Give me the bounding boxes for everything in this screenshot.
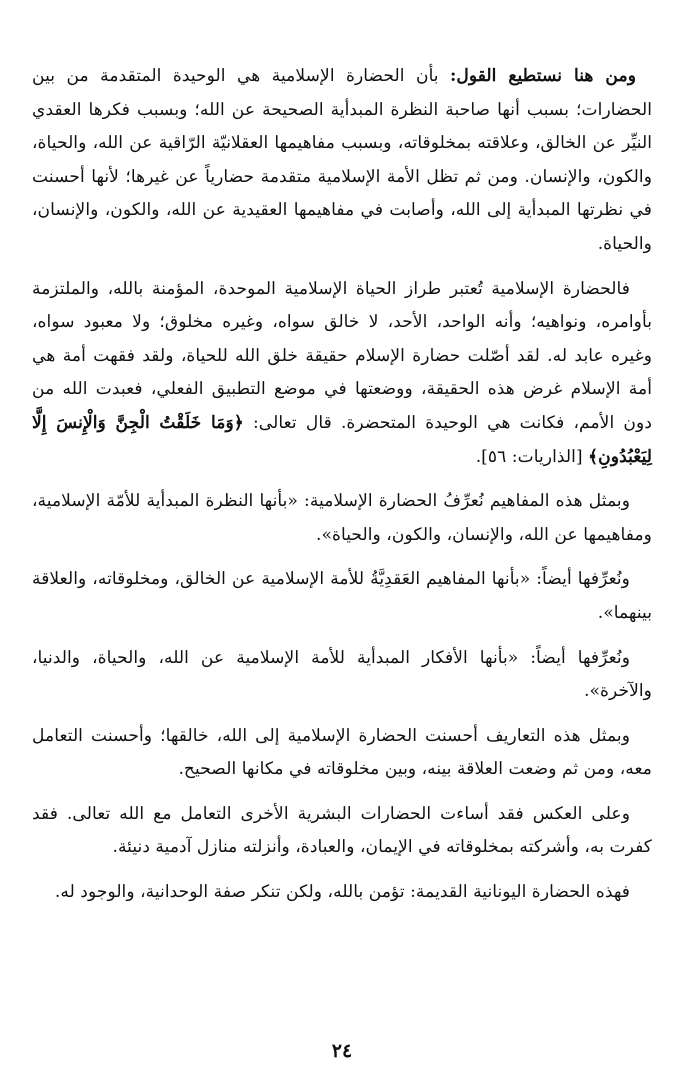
- paragraph-2: [32, 273, 652, 475]
- paragraph-5: [32, 642, 652, 709]
- book-page: [32, 60, 652, 1050]
- paragraph-1-lead: ومن هنا نستطيع القول:: [450, 66, 636, 86]
- verse-citation: [الذاريات: ٥٦].: [475, 446, 589, 467]
- paragraph-6-text: وبمثل هذه التعاريف أحسنت الحضارة الإسلامية إلى الله، خالقها؛ وأحسنت التعامل معه، ومن ثم وضعت العلاقة بينه، وبين مخلوقاته في مكانها الصحيح.: [32, 725, 652, 780]
- page-number: ٢٤: [331, 1040, 353, 1062]
- paragraph-6: [32, 720, 652, 787]
- paragraph-8: [32, 876, 652, 910]
- paragraph-4-text: ونُعرِّفها أيضاً: «بأنها المفاهيم العَقدِيَّةُ للأمة الإسلامية عن الخالق، ومخلوقاته، والعلاقة بينهما».: [32, 569, 652, 623]
- paragraph-3-text: وبمثل هذه المفاهيم نُعرِّفُ الحضارة الإسلامية: «بأنها النظرة المبدأية للأمّة الإسلامية، ومفاهيمها عن الله، والإنسان، والكون، والحياة».: [32, 491, 652, 545]
- paragraph-7: [32, 798, 652, 865]
- paragraph-7-text: وعلى العكس فقد أساءت الحضارات البشرية الأخرى التعامل مع الله تعالى. فقد كفرت به، وأشركته بمخلوقاته في الإيمان، والعبادة، وأنزلته منازل آدمية دنيئة.: [32, 803, 652, 858]
- paragraph-2-text: فالحضارة الإسلامية تُعتبر طراز الحياة الإسلامية الموحدة، المؤمنة بالله، والملتزمة بأوامره، ونواهيه؛ وأنه الواحد، الأحد، لا خالق سواه، وغيره مخلوق؛ ولا معبود سواه، وغيره عابد له. لقد أصّلت حضارة الإسلام حقيقة خلق الله للحياة، ولقد فقهت أمة هي أمة الإسلام غرض هذه الحقيقة، ووضعتها في موضع التطبيق الفعلي، فعبدت الله من دون الأمم، فكانت هي الوحيدة المتحضرة. قال تعالى:: [32, 278, 652, 433]
- paragraph-5-text: ونُعرِّفها أيضاً: «بأنها الأفكار المبدأية للأمة الإسلامية عن الله، والحياة، والدنيا، والآخرة».: [32, 647, 652, 702]
- paragraph-3: [32, 485, 652, 552]
- paragraph-4: [32, 563, 652, 630]
- quran-verse: ﴿وَمَا خَلَقْتُ الْجِنَّ وَالْإِنسَ إِلَّا لِيَعْبُدُونِ﴾: [32, 412, 652, 467]
- paragraph-8-text: فهذه الحضارة اليونانية القديمة: تؤمن بالله، ولكن تنكر صفة الوحدانية، والوجود له.: [54, 882, 630, 903]
- paragraph-1: [32, 60, 652, 262]
- paragraph-1-text: بأن الحضارة الإسلامية هي الوحيدة المتقدمة من بين الحضارات؛ بسبب أنها صاحبة النظرة المبدأية الصحيحة عن الله؛ وبسبب فكرها العقدي النيِّر عن الخالق، وعلاقته بمخلوقاته، وبسبب مفاهيمها العقلانيّة الرّاقية عن الله، والحياة، والكون، والإنسان. ومن ثم تظل الأمة الإسلامية متقدمة حضارياً عن غيرها؛ لأنها أحسنت في نظرتها المبدأية إلى الله، وأصابت في مفاهيمها العقيدية عن الله، والكون، والإنسان، والحياة.: [32, 66, 652, 254]
